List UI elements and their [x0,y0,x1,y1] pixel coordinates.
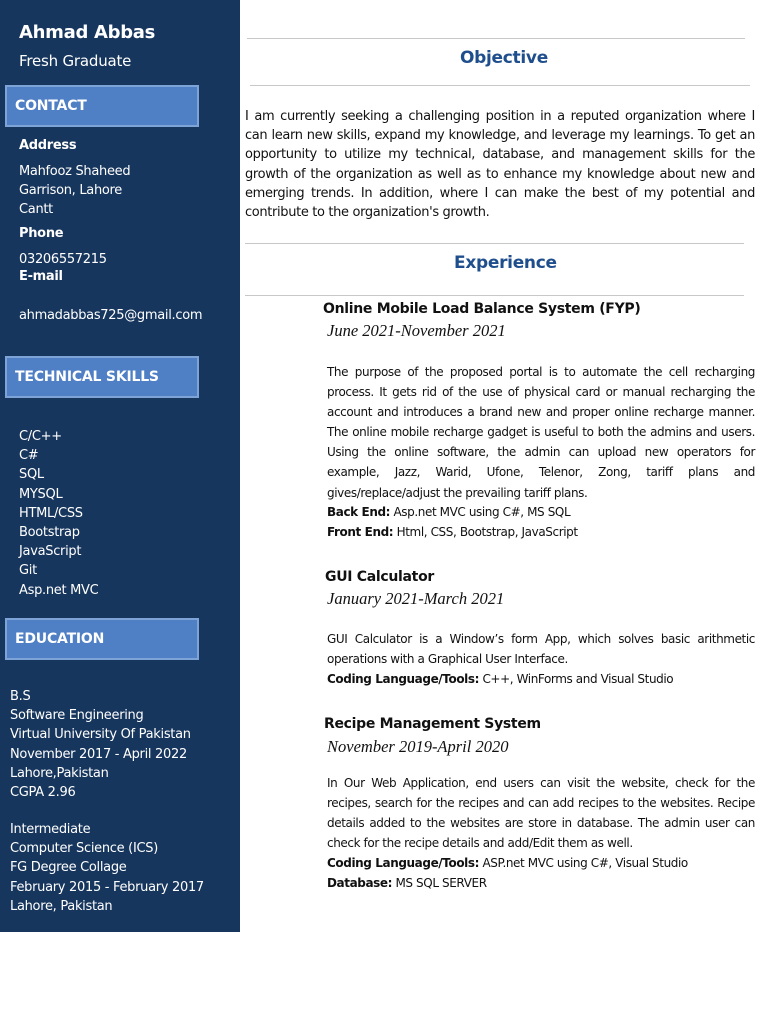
detail-label: Coding Language/Tools: [327,856,480,870]
detail-value: Asp.net MVC using C#, MS SQL [390,505,571,519]
project-detail [327,853,688,873]
phone-value: 03206557215 [19,252,107,267]
education-line: CGPA 2.96 [10,785,76,801]
detail-value: MS SQL SERVER [392,876,487,890]
detail-label: Front End: [327,525,394,539]
education-line: Intermediate [10,822,91,837]
divider [245,295,744,296]
address-line: Cantt [19,202,53,218]
skills-list [19,427,98,600]
project-detail [327,502,570,522]
detail-value: ASP.net MVC using C#, Visual Studio [479,856,688,870]
divider [247,38,745,39]
project-title: Online Mobile Load Balance System (FYP) [323,301,641,317]
detail-value: Html, CSS, Bootstrap, JavaScript [393,525,578,539]
project-date: November 2019-April 2020 [327,737,509,756]
email-label: E-mail [19,269,63,284]
profile-name: Ahmad Abbas [19,22,156,43]
education-line: B.S [10,689,31,704]
education-heading: EDUCATION [5,618,199,660]
address-block [19,162,130,220]
project-date: January 2021-March 2021 [327,589,505,608]
profile-title: Fresh Graduate [19,52,132,70]
education-line: Computer Science (ICS) [10,841,158,857]
education-line: Lahore,Pakistan [10,765,109,781]
detail-label: Database: [327,876,393,890]
education-line: FG Degree Collage [10,860,127,876]
project-title: Recipe Management System [324,716,541,732]
project-detail [327,522,578,542]
contact-heading: CONTACT [5,85,199,127]
skill-item: HTML/CSS [19,505,83,521]
education-line: Lahore, Pakistan [10,898,113,914]
address-line: Garrison, Lahore [19,183,123,199]
email-value[interactable]: ahmadabbas725@gmail.com [19,308,203,323]
experience-heading: Experience [454,253,557,273]
project-description: The purpose of the proposed portal is to automate the cell recharging process. It gets rid of the use of physical card or manual recharging the account and introduces a brand new and proper online recharge manner. The online mobile recharge gadget is useful to both the admins and users. Using the online software, the admin can upload new operators for example, Jazz, Warid, Ufone, Telenor, Zong, tariff plans and gives/replace/adjust the prevailing tariff plans. [327,365,755,500]
address-line: Mahfooz Shaheed [19,164,131,179]
technical-skills-heading: TECHNICAL SKILLS [5,356,199,398]
detail-label: Back End: [327,505,391,519]
phone-label: Phone [19,226,64,241]
divider [250,85,750,86]
objective-text: I am currently seeking a challenging position in a reputed organization where I can learn new skills, expand my knowledge, and leverage my learnings. To get an opportunity to utilize my technical, database, and management skills for the growth of the organization as well as to enhance my knowledge about new and emerging trends. In addition, where I can make the best of my potential and contribute to the organization's growth. [245,109,755,221]
detail-value: C++, WinForms and Visual Studio [479,672,674,686]
skill-item: MYSQL [19,486,63,502]
education-entry [10,687,191,802]
divider [245,243,744,244]
education-line: Virtual University Of Pakistan [10,727,191,743]
sidebar [0,0,240,932]
project-title: GUI Calculator [325,569,434,585]
address-label: Address [19,138,77,153]
project-detail [327,669,673,689]
project-detail [327,873,487,893]
project-description: GUI Calculator is a Window’s form App, which solves basic arithmetic operations with a Graphical User Interface. [327,632,755,667]
skill-item: C/C++ [19,429,62,444]
education-line: Software Engineering [10,708,144,724]
education-line: February 2015 - February 2017 [10,879,204,895]
objective-heading: Objective [460,48,548,68]
education-line: November 2017 - April 2022 [10,746,187,762]
education-entry [10,820,204,916]
skill-item: JavaScript [19,544,82,560]
skill-item: Asp.net MVC [19,582,99,598]
project-description: In Our Web Application, end users can visit the website, check for the recipes, search for the recipes and can add recipes to the websites. Recipe details added to the websites are store in database. The admin user can check for the recipe details and add/Edit them as well. [327,776,755,851]
skill-item: Bootstrap [19,525,80,541]
skill-item: SQL [19,467,44,483]
skill-item: Git [19,563,37,579]
detail-label: Coding Language/Tools: [327,672,480,686]
skill-item: C# [19,448,39,464]
project-date: June 2021-November 2021 [327,321,506,340]
